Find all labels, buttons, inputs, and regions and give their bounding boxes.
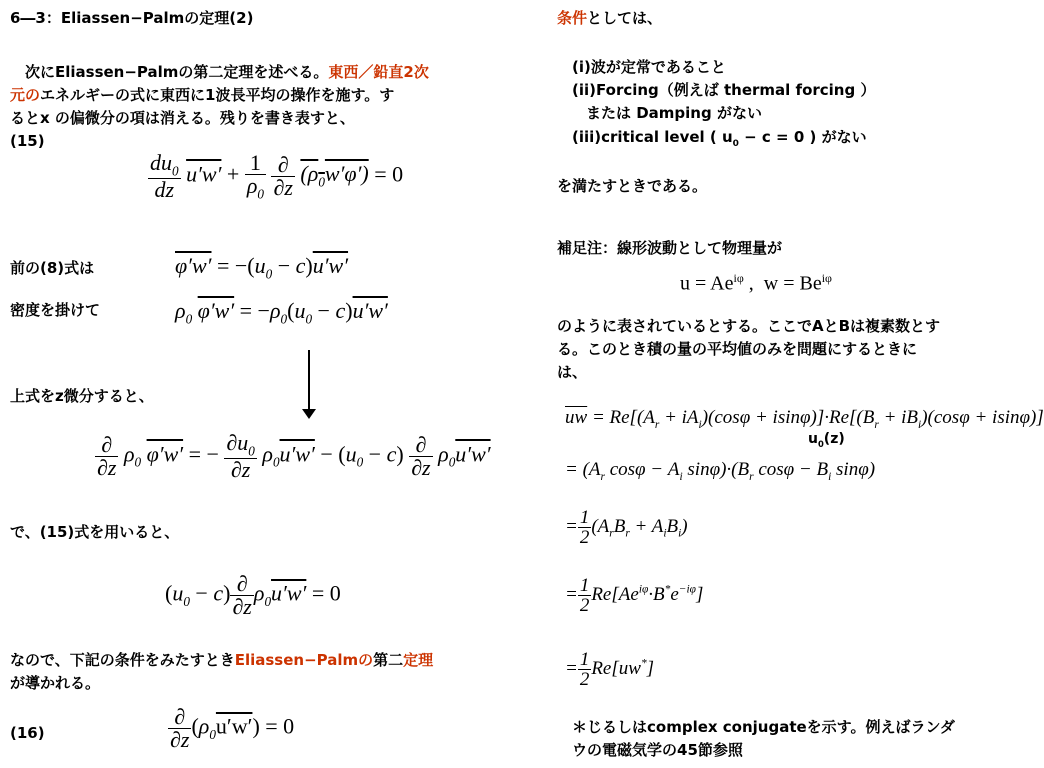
note-body-3: は、 (557, 363, 588, 381)
conditions-heading (557, 8, 662, 29)
intro-text-cont: エネルギーの式に東西に1波長平均の操作を施す。す (40, 86, 395, 104)
prev-eq-label: 前の(8)式は (10, 259, 95, 277)
intro-line-1 (10, 62, 429, 83)
down-arrow-shaft (308, 350, 310, 412)
derivation-line-1: $\overline{uw} = Re[(A_r + iA_i)(\cos\varphi + isin\varphi)]\cdot Re[(B_r + iB_i)(\cos\varphi + isin\varphi)]$ (565, 407, 1044, 431)
ep-highlight: Eliassen−Palmの (234, 651, 374, 669)
overlay-z: (z) (823, 431, 845, 447)
equation-density: $\rho_0$ $\varphi'w' = -\rho_0(u_0 - c)u'w'$ (175, 298, 388, 327)
note-body-2: る。このとき積の量の平均値のみを問題にするときに (557, 340, 918, 358)
condition-line-1 (10, 650, 433, 671)
derivation-line-2: = ($A_r$ $\cos\varphi - A_i$ $\sin\varphi)\cdot(B_r$ $\cos\varphi - B_i$ sinφ) (565, 459, 876, 483)
footnote-1: ＊じるしはcomplex conjugateを示す。例えばランダ (572, 718, 955, 736)
equation-prev-8: $\varphi'w' = -(u_0 - c)u'w'$ (175, 253, 349, 282)
note-heading: 補足注：線形波動として物理量が (557, 239, 783, 257)
equation-15: $\frac{du_0}{dz}$ u′w′ + $\frac{1}{\rho_0}$ $\frac{\partial}{\partial z}$ $(\rho_0w'\varphi') = 0$ (150, 150, 404, 202)
derivation-line-5: = $\frac{1}{2}$ Re[uw*] (565, 649, 655, 690)
satisfy-text: を満たすときである。 (557, 177, 708, 195)
note-eq-w: , w = Be (743, 272, 822, 295)
use15-label: で、(15)式を用いると、 (10, 523, 180, 541)
overlay-u: u (808, 431, 818, 447)
equation-result: $(u_0 - c)$ $\frac{\partial}{\partial z}$ $\rho_0u'w' = 0$ (165, 571, 341, 619)
eq16-label: (16) (10, 724, 45, 742)
density-label: 密度を掛けて (10, 301, 101, 319)
condition-iii-text: (iii)critical level ( u (572, 128, 733, 146)
note-eq-sup-2: iφ (821, 271, 832, 285)
condition-line-2: が導かれる。 (10, 674, 101, 692)
condition-text: なので、下記の条件をみたすとき (10, 651, 235, 669)
second-text: 第二 (373, 651, 404, 669)
intro-line-3: るとx の偏微分の項は消える。残りを書き表すと、 (10, 109, 355, 127)
conditions-highlight: 条件 (557, 9, 588, 27)
z-diff-label: 上式をz微分すると、 (10, 387, 154, 405)
equation-16: $\frac{\partial}{\partial z}$ $(\rho_0u'w') = 0$ (170, 704, 295, 752)
condition-iii-sub: 0 (732, 139, 739, 149)
note-eq-sup-1: iφ (733, 271, 744, 285)
note-eq-u: u = Ae (680, 272, 734, 295)
derivation-line-4: = $\frac{1}{2}$ $Re[Ae^{i\varphi}\cdot B^*e^{-i\varphi}]$ (565, 575, 704, 616)
intro-text: 次にEliassen−Palmの第二定理を述べる。 (10, 63, 329, 81)
note-equation (680, 272, 832, 294)
condition-ii: (ii)Forcing（例えば thermal forcing ） (572, 81, 876, 99)
equation-z-diff: $\frac{\partial}{\partial z}$ $\rho_0$ φ′w′ = − $\frac{\partial u_0}{\partial z}$ $\rho_0u'w' - (u_0 - c)$ $\frac{\partial}{\partial z}$ $\rho_0u'w'$ (97, 430, 491, 482)
conditions-heading-text: としては、 (587, 9, 663, 27)
intro-highlight-cont: 元の (10, 86, 41, 104)
footnote-2: ウの電磁気学の45節参照 (572, 741, 743, 759)
intro-line-2 (10, 85, 394, 106)
condition-iii (572, 127, 867, 155)
down-arrow-icon (302, 409, 316, 419)
overlay-u0z (808, 431, 845, 452)
condition-ii-cont: または Damping がない (586, 104, 762, 122)
eq15-label: (15) (10, 132, 45, 150)
theorem-highlight: 定理 (403, 651, 434, 669)
note-body-1: のように表されているとする。ここでAとBは複素数とす (557, 317, 941, 335)
intro-highlight: 東西／鉛直2次 (328, 63, 429, 81)
slide-title: 6―3：Eliassen−Palmの定理(2) (10, 9, 254, 27)
derivation-line-3: = $\frac{1}{2}$ $(A_rB_r + A_iB_i)$ (565, 507, 688, 548)
condition-iii-end: − c = 0 ) がない (738, 128, 867, 146)
condition-i: (i)波が定常であること (572, 58, 726, 76)
overlay-sub: 0 (817, 438, 824, 449)
